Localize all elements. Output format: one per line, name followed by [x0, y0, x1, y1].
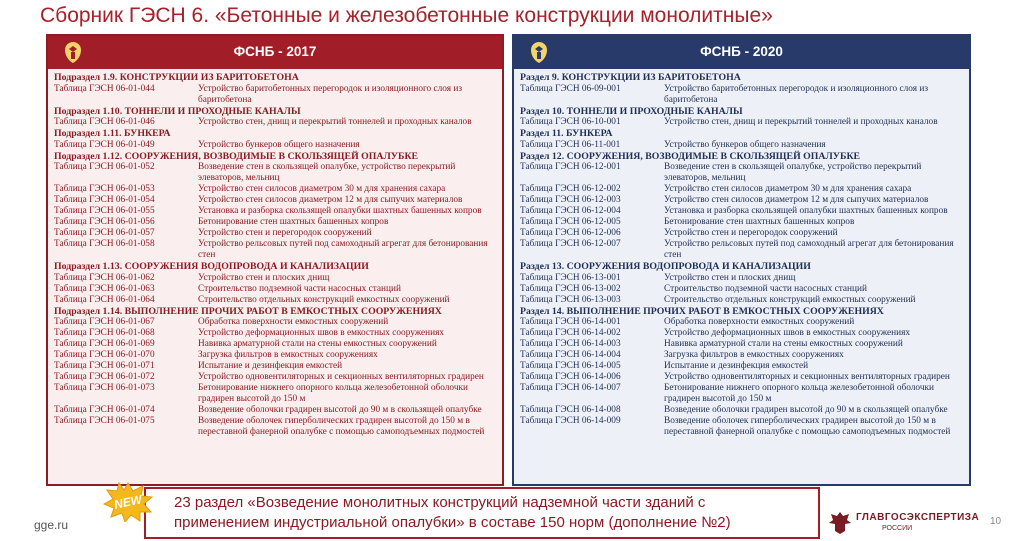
table-row [520, 295, 963, 306]
panel-fsnb-2020 [512, 34, 971, 486]
table-description: Установка и разборка скользящей опалубки шахтных башенных копров [664, 206, 948, 216]
highlight-note-line-1: 23 раздел «Возведение монолитных конструкций надземной части зданий с [174, 494, 706, 511]
table-row [54, 350, 496, 361]
table-code: Таблица ГЭСН 06-01-072 [54, 372, 155, 382]
table-code: Таблица ГЭСН 06-10-001 [520, 117, 621, 127]
table-description: Загрузка фильтров в емкостных сооружениях [198, 350, 378, 360]
table-description: Возведение стен в скользящей опалубке, устройство перекрытий элеваторов, мельниц [664, 162, 922, 183]
table-row [54, 184, 496, 195]
table-row [54, 206, 496, 217]
table-description: Возведение стен в скользящей опалубке, устройство перекрытий элеваторов, мельниц [198, 162, 456, 183]
logo-text-line-2: РОССИИ [882, 525, 913, 532]
section-heading: Подраздел 1.10. ТОННЕЛИ И ПРОХОДНЫЕ КАНАЛЫ [54, 105, 301, 117]
table-description: Устройство стен силосов диаметром 30 м для хранения сахара [664, 184, 912, 194]
website-url: gge.ru [34, 518, 69, 532]
table-description: Устройство бункеров общего назначения [664, 139, 826, 150]
section-heading: Раздел 9. КОНСТРУКЦИИ ИЗ БАРИТОБЕТОНА [520, 72, 741, 83]
table-row [54, 284, 496, 295]
table-row [520, 217, 963, 228]
table-code: Таблица ГЭСН 06-14-003 [520, 339, 621, 349]
glavgosexpertiza-logo [828, 508, 978, 538]
section-heading: Раздел 10. ТОННЕЛИ И ПРОХОДНЫЕ КАНАЛЫ [520, 105, 743, 117]
table-row [520, 195, 963, 206]
section-heading: Подраздел 1.9. КОНСТРУКЦИИ ИЗ БАРИТОБЕТОНА [54, 72, 299, 83]
table-row [520, 228, 963, 239]
table-code: Таблица ГЭСН 06-14-002 [520, 328, 621, 338]
table-row [54, 140, 496, 151]
table-description: Устройство деформационных швов в емкостных сооружениях [664, 328, 911, 338]
highlight-note-line-2: применением индустриальной опалубки» в составе 150 норм (дополнение №2) [174, 514, 731, 531]
table-description: Навивка арматурной стали на стены емкостных сооружений [198, 339, 437, 349]
table-description: Устройство стен и плоских днищ [198, 272, 330, 283]
table-row [520, 339, 963, 350]
new-badge-label: NEW [112, 492, 144, 512]
table-code: Таблица ГЭСН 06-12-002 [520, 184, 621, 194]
table-code: Таблица ГЭСН 06-01-056 [54, 217, 155, 227]
table-code: Таблица ГЭСН 06-01-063 [54, 283, 155, 294]
table-row [54, 372, 496, 383]
table-code: Таблица ГЭСН 06-01-057 [54, 228, 155, 238]
table-description: Возведение оболочки градирен высотой до 90 м в скользящей опалубке [664, 405, 948, 415]
table-description: Устройство баритобетонных перегородок и изоляционного слоя из баритобетона [198, 83, 463, 105]
section-heading: Раздел 14. ВЫПОЛНЕНИЕ ПРОЧИХ РАБОТ В ЕМКОСТНЫХ СООРУЖЕНИЯХ [520, 305, 884, 317]
table-row [54, 339, 496, 350]
table-code: Таблица ГЭСН 06-01-044 [54, 83, 155, 94]
table-description: Испытание и дезинфекция емкостей [664, 361, 809, 371]
table-code: Таблица ГЭСН 06-01-055 [54, 206, 155, 216]
table-code: Таблица ГЭСН 06-01-049 [54, 139, 155, 150]
table-row [520, 317, 963, 328]
table-row [520, 372, 963, 383]
table-description: Устройство стен силосов диаметром 30 м для хранения сахара [198, 184, 446, 194]
panel-body-2017 [48, 69, 502, 438]
table-code: Таблица ГЭСН 06-12-001 [520, 162, 621, 172]
table-description: Строительство подземной части насосных станций [198, 283, 401, 294]
table-code: Таблица ГЭСН 06-01-069 [54, 339, 155, 349]
table-code: Таблица ГЭСН 06-12-004 [520, 206, 621, 216]
table-row [54, 328, 496, 339]
table-row [520, 284, 963, 295]
table-code: Таблица ГЭСН 06-12-005 [520, 217, 621, 227]
logo-text-line-1: ГЛАВГОСЭКСПЕРТИЗА [856, 512, 980, 523]
table-row [54, 162, 496, 184]
table-description: Устройство стен, днищ и перекрытий тоннелей и проходных каналов [198, 117, 472, 127]
table-row [520, 84, 963, 106]
table-description: Навивка арматурной стали на стены емкостных сооружений [664, 339, 903, 349]
table-description: Устройство одновентиляторных и секционных вентиляторных градирен [664, 372, 950, 382]
table-code: Таблица ГЭСН 06-13-003 [520, 294, 621, 305]
panel-title-2020: ФСНБ - 2020 [700, 44, 783, 59]
table-code: Таблица ГЭСН 06-01-052 [54, 162, 155, 172]
table-code: Таблица ГЭСН 06-01-067 [54, 317, 155, 327]
table-description: Обработка поверхности емкостных сооружений [664, 317, 855, 327]
table-description: Устройство одновентиляторных и секционных вентиляторных градирен [198, 372, 484, 382]
slide-title: Сборник ГЭСН 6. «Бетонные и железобетонные конструкции монолитные» [40, 4, 773, 27]
table-row [520, 361, 963, 372]
table-row [54, 84, 496, 106]
table-code: Таблица ГЭСН 06-01-068 [54, 328, 155, 338]
panel-header-2020 [514, 36, 969, 69]
table-code: Таблица ГЭСН 06-14-006 [520, 372, 621, 382]
table-code: Таблица ГЭСН 06-12-003 [520, 195, 621, 205]
table-code: Таблица ГЭСН 06-01-074 [54, 405, 155, 415]
table-row [520, 405, 963, 416]
table-row [54, 117, 496, 128]
table-code: Таблица ГЭСН 06-09-001 [520, 83, 621, 94]
table-description: Возведение оболочек гиперболических градирен высотой до 150 м в переставной фанерной опалубке с помощью самоподъемных подмостей [198, 416, 485, 437]
section-heading: Раздел 12. СООРУЖЕНИЯ, ВОЗВОДИМЫЕ В СКОЛЬЗЯЩЕЙ ОПАЛУБКЕ [520, 150, 861, 162]
table-row [54, 416, 496, 438]
table-row [54, 383, 496, 405]
table-row [54, 405, 496, 416]
panel-body-2020 [514, 69, 969, 438]
table-description: Устройство стен и плоских днищ [664, 272, 796, 283]
table-row [520, 140, 963, 151]
table-code: Таблица ГЭСН 06-01-064 [54, 294, 155, 305]
table-row [54, 217, 496, 228]
new-badge [103, 482, 153, 522]
table-code: Таблица ГЭСН 06-14-009 [520, 416, 621, 426]
table-description: Возведение оболочек гиперболических градирен высотой до 150 м в переставной фанерной опалубке с помощью самоподъемных подмостей [664, 416, 951, 437]
table-description: Устройство баритобетонных перегородок и изоляционного слоя из баритобетона [664, 83, 929, 105]
table-code: Таблица ГЭСН 06-01-073 [54, 383, 155, 393]
table-code: Таблица ГЭСН 06-01-046 [54, 117, 155, 127]
highlight-note-box [144, 487, 820, 539]
table-row [520, 416, 963, 438]
table-code: Таблица ГЭСН 06-12-007 [520, 239, 621, 249]
table-row [520, 328, 963, 339]
table-description: Обработка поверхности емкостных сооружений [198, 317, 389, 327]
table-row [520, 162, 963, 184]
table-row [520, 273, 963, 284]
table-row [520, 350, 963, 361]
table-row [54, 317, 496, 328]
page-number: 10 [990, 516, 1002, 527]
table-description: Возведение оболочки градирен высотой до 90 м в скользящей опалубке [198, 405, 482, 415]
highlight-note-text [174, 493, 731, 533]
table-description: Загрузка фильтров в емкостных сооружениях [664, 350, 844, 360]
table-code: Таблица ГЭСН 06-11-001 [520, 139, 621, 150]
table-code: Таблица ГЭСН 06-01-053 [54, 184, 155, 194]
table-description: Устройство стен и перегородок сооружений [664, 228, 838, 238]
table-row [520, 239, 963, 261]
section-heading: Раздел 13. СООРУЖЕНИЯ ВОДОПРОВОДА И КАНАЛИЗАЦИИ [520, 261, 811, 272]
table-row [54, 295, 496, 306]
table-description: Бетонирование нижнего опорного кольца железобетонной оболочки градирен высотой до 150 м [198, 383, 469, 404]
table-description: Строительство отдельных конструкций емкостных сооружений [664, 294, 916, 305]
table-code: Таблица ГЭСН 06-14-008 [520, 405, 621, 415]
section-heading: Подраздел 1.14. ВЫПОЛНЕНИЕ ПРОЧИХ РАБОТ В ЕМКОСТНЫХ СООРУЖЕНИЯХ [54, 305, 442, 317]
table-row [520, 206, 963, 217]
table-code: Таблица ГЭСН 06-01-058 [54, 239, 155, 249]
table-description: Бетонирование стен шахтных башенных копров [198, 217, 389, 227]
table-description: Испытание и дезинфекция емкостей [198, 361, 343, 371]
table-code: Таблица ГЭСН 06-14-007 [520, 383, 621, 393]
table-code: Таблица ГЭСН 06-01-071 [54, 361, 155, 371]
table-code: Таблица ГЭСН 06-12-006 [520, 228, 621, 238]
section-heading: Подраздел 1.11. БУНКЕРА [54, 128, 171, 139]
table-row [520, 184, 963, 195]
table-code: Таблица ГЭСН 06-14-001 [520, 317, 621, 327]
panel-header-2017 [48, 36, 502, 69]
panel-fsnb-2017 [46, 34, 504, 486]
table-row [520, 117, 963, 128]
table-description: Устройство стен и перегородок сооружений [198, 228, 372, 238]
section-heading: Подраздел 1.13. СООРУЖЕНИЯ ВОДОПРОВОДА И КАНАЛИЗАЦИИ [54, 261, 369, 272]
eagle-icon [828, 510, 852, 536]
table-code: Таблица ГЭСН 06-01-062 [54, 272, 155, 283]
table-description: Устройство стен, днищ и перекрытий тоннелей и проходных каналов [664, 117, 938, 127]
table-description: Устройство стен силосов диаметром 12 м для сыпучих материалов [198, 195, 463, 205]
table-row [54, 228, 496, 239]
table-description: Устройство бункеров общего назначения [198, 139, 360, 150]
table-code: Таблица ГЭСН 06-01-075 [54, 416, 155, 426]
table-code: Таблица ГЭСН 06-01-054 [54, 195, 155, 205]
section-heading: Подраздел 1.12. СООРУЖЕНИЯ, ВОЗВОДИМЫЕ В СКОЛЬЗЯЩЕЙ ОПАЛУБКЕ [54, 150, 419, 162]
table-row [54, 361, 496, 372]
table-row [54, 195, 496, 206]
panel-title-2017: ФСНБ - 2017 [233, 44, 317, 59]
table-code: Таблица ГЭСН 06-13-001 [520, 272, 621, 283]
table-description: Устройство деформационных швов в емкостных сооружениях [198, 328, 445, 338]
table-description: Устройство стен силосов диаметром 12 м для сыпучих материалов [664, 195, 929, 205]
table-description: Строительство отдельных конструкций емкостных сооружений [198, 294, 450, 305]
table-code: Таблица ГЭСН 06-13-002 [520, 283, 621, 294]
table-description: Бетонирование нижнего опорного кольца железобетонной оболочки градирен высотой до 150 м [664, 383, 935, 404]
table-row [54, 239, 496, 261]
table-description: Устройство рельсовых путей под самоходный агрегат для бетонирования стен [664, 239, 954, 260]
table-row [54, 273, 496, 284]
table-description: Устройство рельсовых путей под самоходный агрегат для бетонирования стен [198, 239, 488, 260]
table-code: Таблица ГЭСН 06-14-004 [520, 350, 621, 360]
table-code: Таблица ГЭСН 06-01-070 [54, 350, 155, 360]
table-code: Таблица ГЭСН 06-14-005 [520, 361, 621, 371]
table-description: Бетонирование стен шахтных башенных копров [664, 217, 855, 227]
table-description: Установка и разборка скользящей опалубки шахтных башенных копров [198, 206, 482, 216]
table-row [520, 383, 963, 405]
table-description: Строительство подземной части насосных станций [664, 283, 867, 294]
section-heading: Раздел 11. БУНКЕРА [520, 128, 613, 139]
